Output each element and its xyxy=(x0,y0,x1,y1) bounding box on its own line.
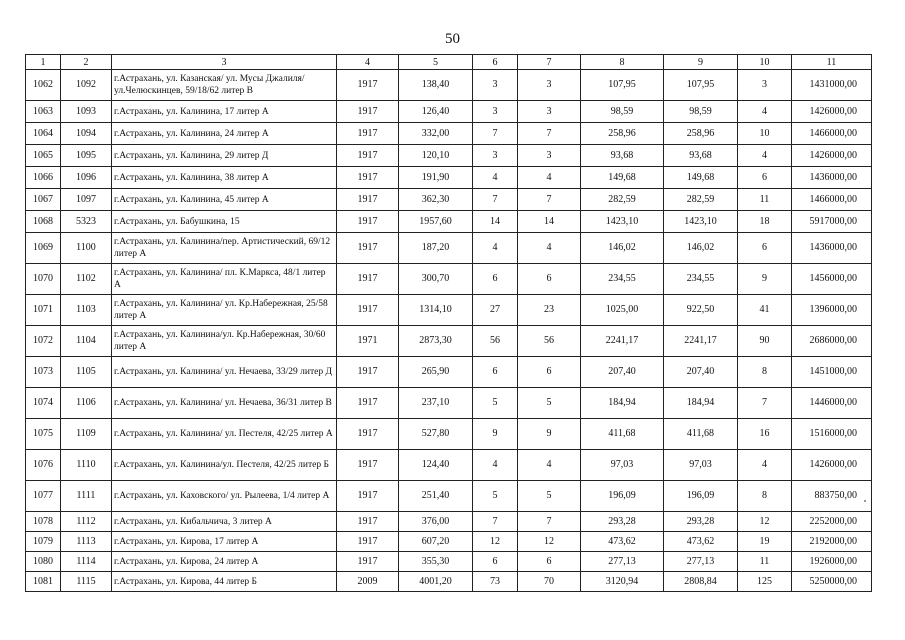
total-area-cell: 355,30 xyxy=(399,552,473,572)
residents-cell: 11 xyxy=(738,552,792,572)
year-cell: 1917 xyxy=(337,211,399,233)
registry-id-cell: 1096 xyxy=(61,167,112,189)
row-number-cell: 1076 xyxy=(26,450,61,481)
area-cell-a: 234,55 xyxy=(581,264,664,295)
cost-cell: 1436000,00 xyxy=(792,167,872,189)
area-cell-b: 282,59 xyxy=(664,189,738,211)
total-area-cell: 237,10 xyxy=(399,388,473,419)
area-cell-a: 411,68 xyxy=(581,419,664,450)
area-cell-a: 184,94 xyxy=(581,388,664,419)
address-cell: г.Астрахань, ул. Казанская/ ул. Мусы Джалиля/ ул.Челюскинцев, 59/18/62 литер В xyxy=(112,70,337,101)
registry-id-cell: 1110 xyxy=(61,450,112,481)
area-cell-b: 2808,84 xyxy=(664,572,738,592)
area-cell-b: 184,94 xyxy=(664,388,738,419)
total-area-cell: 138,40 xyxy=(399,70,473,101)
count-cell-b: 6 xyxy=(518,264,581,295)
year-cell: 1917 xyxy=(337,145,399,167)
column-header: 9 xyxy=(664,55,738,70)
table-row xyxy=(26,145,872,167)
registry-id-cell: 1109 xyxy=(61,419,112,450)
cost-cell: 2252000,00 xyxy=(792,512,872,532)
row-number-cell: 1069 xyxy=(26,233,61,264)
year-cell: 1917 xyxy=(337,388,399,419)
registry-id-cell: 1092 xyxy=(61,70,112,101)
address-cell: г.Астрахань, ул. Калинина/пер. Артистический, 69/12 литер А xyxy=(112,233,337,264)
row-number-cell: 1065 xyxy=(26,145,61,167)
count-cell-a: 27 xyxy=(473,295,518,326)
row-number-cell: 1062 xyxy=(26,70,61,101)
count-cell-b: 9 xyxy=(518,419,581,450)
address-cell: г.Астрахань, ул. Калинина/ул. Кр.Набережная, 30/60 литер А xyxy=(112,326,337,357)
count-cell-a: 4 xyxy=(473,233,518,264)
area-cell-a: 149,68 xyxy=(581,167,664,189)
column-header: 1 xyxy=(26,55,61,70)
row-number-cell: 1066 xyxy=(26,167,61,189)
area-cell-b: 922,50 xyxy=(664,295,738,326)
cost-cell: 1436000,00 xyxy=(792,233,872,264)
area-cell-b: 149,68 xyxy=(664,167,738,189)
address-cell: г.Астрахань, ул. Каховского/ ул. Рылеева, 1/4 литер А xyxy=(112,481,337,512)
year-cell: 1917 xyxy=(337,189,399,211)
count-cell-a: 6 xyxy=(473,552,518,572)
address-cell: г.Астрахань, ул. Калинина/ ул. Кр.Набережная, 25/58 литер А xyxy=(112,295,337,326)
total-area-cell: 607,20 xyxy=(399,532,473,552)
year-cell: 1917 xyxy=(337,295,399,326)
area-cell-a: 207,40 xyxy=(581,357,664,388)
table-row xyxy=(26,572,872,592)
count-cell-b: 5 xyxy=(518,481,581,512)
year-cell: 1917 xyxy=(337,450,399,481)
count-cell-a: 4 xyxy=(473,167,518,189)
cost-cell: 1451000,00 xyxy=(792,357,872,388)
row-number-cell: 1074 xyxy=(26,388,61,419)
year-cell: 1917 xyxy=(337,233,399,264)
registry-id-cell: 1094 xyxy=(61,123,112,145)
scan-speck xyxy=(864,500,866,502)
count-cell-a: 14 xyxy=(473,211,518,233)
address-cell: г.Астрахань, ул. Бабушкина, 15 xyxy=(112,211,337,233)
year-cell: 1917 xyxy=(337,264,399,295)
count-cell-b: 14 xyxy=(518,211,581,233)
registry-id-cell: 1105 xyxy=(61,357,112,388)
table-row xyxy=(26,326,872,357)
year-cell: 1917 xyxy=(337,552,399,572)
table-row xyxy=(26,295,872,326)
cost-cell: 1431000,00 xyxy=(792,70,872,101)
registry-id-cell: 1111 xyxy=(61,481,112,512)
cost-cell: 1426000,00 xyxy=(792,145,872,167)
residents-cell: 12 xyxy=(738,512,792,532)
year-cell: 1917 xyxy=(337,512,399,532)
area-cell-b: 207,40 xyxy=(664,357,738,388)
cost-cell: 1396000,00 xyxy=(792,295,872,326)
area-cell-a: 473,62 xyxy=(581,532,664,552)
area-cell-a: 2241,17 xyxy=(581,326,664,357)
registry-id-cell: 1115 xyxy=(61,572,112,592)
table-row xyxy=(26,512,872,532)
total-area-cell: 187,20 xyxy=(399,233,473,264)
area-cell-b: 1423,10 xyxy=(664,211,738,233)
table-row xyxy=(26,123,872,145)
address-cell: г.Астрахань, ул. Калинина/ ул. Нечаева, 36/31 литер В xyxy=(112,388,337,419)
count-cell-b: 3 xyxy=(518,70,581,101)
address-cell: г.Астрахань, ул. Калинина, 17 литер А xyxy=(112,101,337,123)
row-number-cell: 1081 xyxy=(26,572,61,592)
area-cell-b: 277,13 xyxy=(664,552,738,572)
count-cell-a: 3 xyxy=(473,145,518,167)
table-row xyxy=(26,167,872,189)
table-row xyxy=(26,101,872,123)
count-cell-b: 7 xyxy=(518,123,581,145)
year-cell: 1917 xyxy=(337,419,399,450)
registry-id-cell: 1104 xyxy=(61,326,112,357)
residents-cell: 19 xyxy=(738,532,792,552)
count-cell-b: 6 xyxy=(518,357,581,388)
total-area-cell: 124,40 xyxy=(399,450,473,481)
cost-cell: 1466000,00 xyxy=(792,189,872,211)
address-cell: г.Астрахань, ул. Кибальчича, 3 литер А xyxy=(112,512,337,532)
count-cell-b: 12 xyxy=(518,532,581,552)
row-number-cell: 1064 xyxy=(26,123,61,145)
count-cell-b: 4 xyxy=(518,233,581,264)
residents-cell: 8 xyxy=(738,357,792,388)
area-cell-a: 1025,00 xyxy=(581,295,664,326)
row-number-cell: 1063 xyxy=(26,101,61,123)
residents-cell: 4 xyxy=(738,450,792,481)
area-cell-a: 107,95 xyxy=(581,70,664,101)
registry-id-cell: 1114 xyxy=(61,552,112,572)
address-cell: г.Астрахань, ул. Калинина/ ул. Нечаева, 33/29 литер Д xyxy=(112,357,337,388)
housing-registry-table xyxy=(25,54,872,592)
year-cell: 2009 xyxy=(337,572,399,592)
column-header: 8 xyxy=(581,55,664,70)
total-area-cell: 1314,10 xyxy=(399,295,473,326)
area-cell-a: 277,13 xyxy=(581,552,664,572)
count-cell-b: 6 xyxy=(518,552,581,572)
address-cell: г.Астрахань, ул. Калинина, 38 литер А xyxy=(112,167,337,189)
area-cell-a: 282,59 xyxy=(581,189,664,211)
registry-id-cell: 5323 xyxy=(61,211,112,233)
count-cell-a: 6 xyxy=(473,357,518,388)
table-row xyxy=(26,388,872,419)
year-cell: 1917 xyxy=(337,481,399,512)
residents-cell: 6 xyxy=(738,233,792,264)
count-cell-b: 7 xyxy=(518,512,581,532)
area-cell-b: 293,28 xyxy=(664,512,738,532)
area-cell-a: 293,28 xyxy=(581,512,664,532)
count-cell-b: 7 xyxy=(518,189,581,211)
area-cell-a: 196,09 xyxy=(581,481,664,512)
table-row xyxy=(26,450,872,481)
cost-cell: 1466000,00 xyxy=(792,123,872,145)
area-cell-a: 1423,10 xyxy=(581,211,664,233)
row-number-cell: 1078 xyxy=(26,512,61,532)
column-header: 6 xyxy=(473,55,518,70)
count-cell-a: 7 xyxy=(473,512,518,532)
area-cell-b: 234,55 xyxy=(664,264,738,295)
total-area-cell: 120,10 xyxy=(399,145,473,167)
residents-cell: 11 xyxy=(738,189,792,211)
area-cell-b: 97,03 xyxy=(664,450,738,481)
count-cell-a: 9 xyxy=(473,419,518,450)
count-cell-a: 73 xyxy=(473,572,518,592)
area-cell-b: 107,95 xyxy=(664,70,738,101)
count-cell-b: 4 xyxy=(518,450,581,481)
row-number-cell: 1080 xyxy=(26,552,61,572)
area-cell-b: 2241,17 xyxy=(664,326,738,357)
address-cell: г.Астрахань, ул. Кирова, 44 литер Б xyxy=(112,572,337,592)
year-cell: 1971 xyxy=(337,326,399,357)
address-cell: г.Астрахань, ул. Кирова, 24 литер А xyxy=(112,552,337,572)
row-number-cell: 1071 xyxy=(26,295,61,326)
table-row xyxy=(26,264,872,295)
total-area-cell: 332,00 xyxy=(399,123,473,145)
column-header: 10 xyxy=(738,55,792,70)
cost-cell: 1926000,00 xyxy=(792,552,872,572)
cost-cell: 5917000,00 xyxy=(792,211,872,233)
table-row xyxy=(26,481,872,512)
residents-cell: 4 xyxy=(738,145,792,167)
cost-cell: 5250000,00 xyxy=(792,572,872,592)
area-cell-a: 146,02 xyxy=(581,233,664,264)
area-cell-b: 196,09 xyxy=(664,481,738,512)
registry-id-cell: 1095 xyxy=(61,145,112,167)
column-header: 7 xyxy=(518,55,581,70)
residents-cell: 16 xyxy=(738,419,792,450)
row-number-cell: 1068 xyxy=(26,211,61,233)
count-cell-a: 5 xyxy=(473,388,518,419)
year-cell: 1917 xyxy=(337,101,399,123)
column-header: 5 xyxy=(399,55,473,70)
address-cell: г.Астрахань, ул. Калинина, 24 литер А xyxy=(112,123,337,145)
count-cell-b: 3 xyxy=(518,101,581,123)
cost-cell: 1426000,00 xyxy=(792,450,872,481)
registry-id-cell: 1103 xyxy=(61,295,112,326)
area-cell-a: 98,59 xyxy=(581,101,664,123)
address-cell: г.Астрахань, ул. Калинина, 45 литер А xyxy=(112,189,337,211)
table-row xyxy=(26,189,872,211)
table-row xyxy=(26,211,872,233)
residents-cell: 6 xyxy=(738,167,792,189)
cost-cell: 1446000,00 xyxy=(792,388,872,419)
address-cell: г.Астрахань, ул. Калинина, 29 литер Д xyxy=(112,145,337,167)
address-cell: г.Астрахань, ул. Калинина/ул. Пестеля, 42/25 литер Б xyxy=(112,450,337,481)
count-cell-a: 56 xyxy=(473,326,518,357)
address-cell: г.Астрахань, ул. Калинина/ пл. К.Маркса, 48/1 литер А xyxy=(112,264,337,295)
row-number-cell: 1079 xyxy=(26,532,61,552)
column-header: 11 xyxy=(792,55,872,70)
row-number-cell: 1070 xyxy=(26,264,61,295)
year-cell: 1917 xyxy=(337,532,399,552)
column-header: 4 xyxy=(337,55,399,70)
residents-cell: 18 xyxy=(738,211,792,233)
count-cell-a: 7 xyxy=(473,123,518,145)
residents-cell: 8 xyxy=(738,481,792,512)
area-cell-a: 3120,94 xyxy=(581,572,664,592)
area-cell-a: 93,68 xyxy=(581,145,664,167)
table-row xyxy=(26,552,872,572)
total-area-cell: 265,90 xyxy=(399,357,473,388)
table-header-row xyxy=(26,55,872,70)
registry-id-cell: 1100 xyxy=(61,233,112,264)
row-number-cell: 1075 xyxy=(26,419,61,450)
residents-cell: 4 xyxy=(738,101,792,123)
total-area-cell: 126,40 xyxy=(399,101,473,123)
row-number-cell: 1067 xyxy=(26,189,61,211)
year-cell: 1917 xyxy=(337,357,399,388)
residents-cell: 3 xyxy=(738,70,792,101)
area-cell-b: 146,02 xyxy=(664,233,738,264)
registry-id-cell: 1093 xyxy=(61,101,112,123)
cost-cell: 883750,00 xyxy=(792,481,872,512)
count-cell-b: 4 xyxy=(518,167,581,189)
registry-id-cell: 1113 xyxy=(61,532,112,552)
total-area-cell: 527,80 xyxy=(399,419,473,450)
total-area-cell: 1957,60 xyxy=(399,211,473,233)
area-cell-a: 258,96 xyxy=(581,123,664,145)
total-area-cell: 376,00 xyxy=(399,512,473,532)
area-cell-b: 258,96 xyxy=(664,123,738,145)
table-row xyxy=(26,70,872,101)
row-number-cell: 1073 xyxy=(26,357,61,388)
area-cell-a: 97,03 xyxy=(581,450,664,481)
count-cell-b: 5 xyxy=(518,388,581,419)
page-number: 50 xyxy=(445,31,460,47)
count-cell-a: 3 xyxy=(473,70,518,101)
registry-id-cell: 1106 xyxy=(61,388,112,419)
residents-cell: 10 xyxy=(738,123,792,145)
cost-cell: 1426000,00 xyxy=(792,101,872,123)
table-row xyxy=(26,357,872,388)
count-cell-a: 5 xyxy=(473,481,518,512)
residents-cell: 125 xyxy=(738,572,792,592)
registry-id-cell: 1097 xyxy=(61,189,112,211)
year-cell: 1917 xyxy=(337,70,399,101)
table-row xyxy=(26,233,872,264)
residents-cell: 9 xyxy=(738,264,792,295)
count-cell-a: 3 xyxy=(473,101,518,123)
address-cell: г.Астрахань, ул. Калинина/ ул. Пестеля, 42/25 литер А xyxy=(112,419,337,450)
registry-id-cell: 1112 xyxy=(61,512,112,532)
row-number-cell: 1072 xyxy=(26,326,61,357)
total-area-cell: 362,30 xyxy=(399,189,473,211)
area-cell-b: 93,68 xyxy=(664,145,738,167)
total-area-cell: 251,40 xyxy=(399,481,473,512)
year-cell: 1917 xyxy=(337,123,399,145)
total-area-cell: 4001,20 xyxy=(399,572,473,592)
residents-cell: 41 xyxy=(738,295,792,326)
cost-cell: 1516000,00 xyxy=(792,419,872,450)
count-cell-a: 12 xyxy=(473,532,518,552)
residents-cell: 90 xyxy=(738,326,792,357)
registry-id-cell: 1102 xyxy=(61,264,112,295)
column-header: 2 xyxy=(61,55,112,70)
residents-cell: 7 xyxy=(738,388,792,419)
count-cell-b: 56 xyxy=(518,326,581,357)
year-cell: 1917 xyxy=(337,167,399,189)
cost-cell: 2686000,00 xyxy=(792,326,872,357)
area-cell-b: 98,59 xyxy=(664,101,738,123)
column-header: 3 xyxy=(112,55,337,70)
count-cell-a: 7 xyxy=(473,189,518,211)
count-cell-a: 6 xyxy=(473,264,518,295)
count-cell-a: 4 xyxy=(473,450,518,481)
cost-cell: 1456000,00 xyxy=(792,264,872,295)
count-cell-b: 70 xyxy=(518,572,581,592)
table-row xyxy=(26,419,872,450)
total-area-cell: 191,90 xyxy=(399,167,473,189)
total-area-cell: 300,70 xyxy=(399,264,473,295)
cost-cell: 2192000,00 xyxy=(792,532,872,552)
table-row xyxy=(26,532,872,552)
total-area-cell: 2873,30 xyxy=(399,326,473,357)
address-cell: г.Астрахань, ул. Кирова, 17 литер А xyxy=(112,532,337,552)
area-cell-b: 411,68 xyxy=(664,419,738,450)
count-cell-b: 3 xyxy=(518,145,581,167)
area-cell-b: 473,62 xyxy=(664,532,738,552)
row-number-cell: 1077 xyxy=(26,481,61,512)
count-cell-b: 23 xyxy=(518,295,581,326)
